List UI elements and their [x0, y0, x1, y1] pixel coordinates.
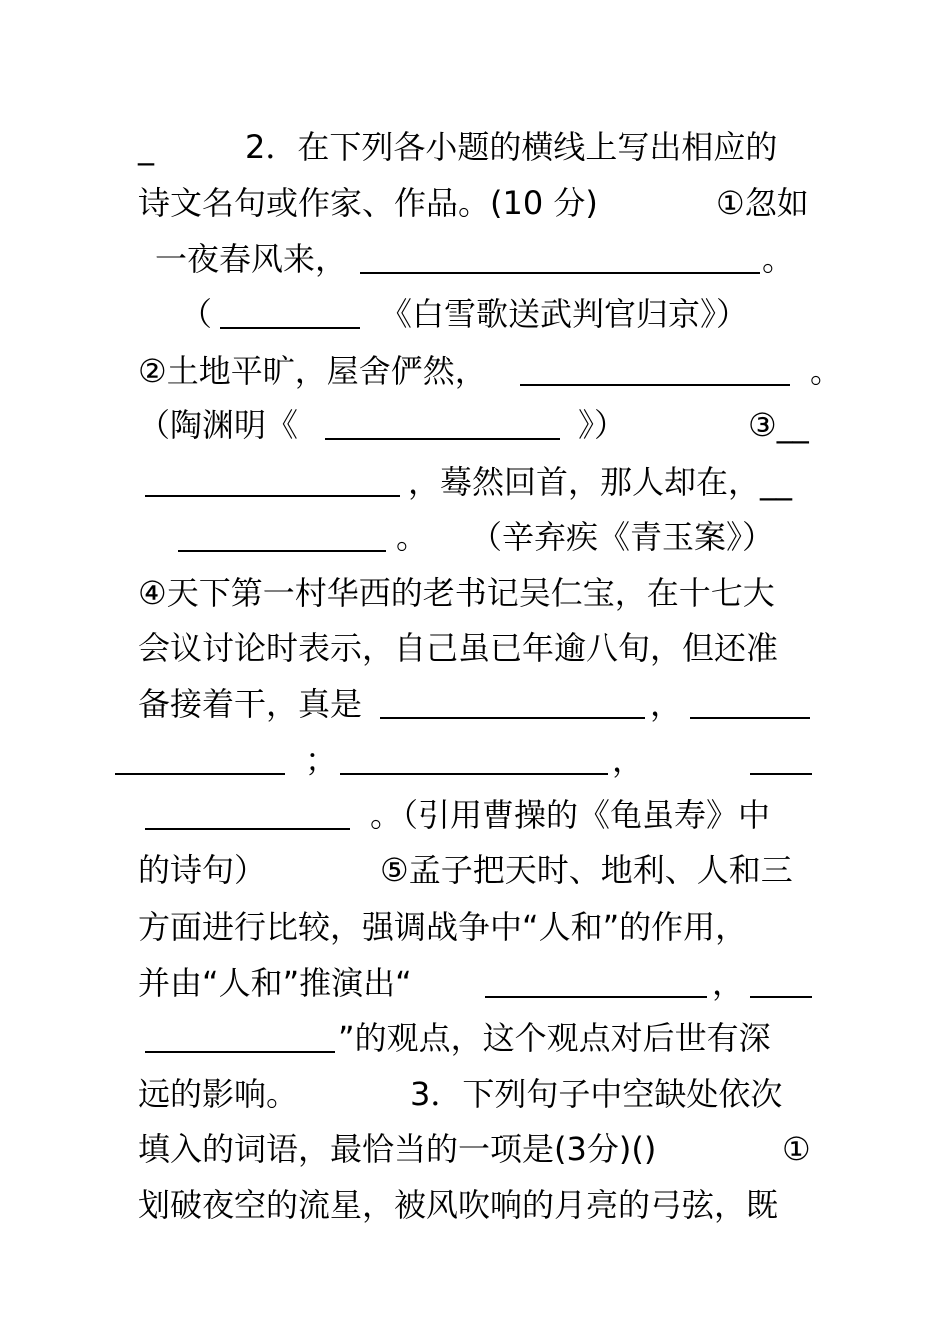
- item-4-source: 。（引用曹操的《龟虽寿》中: [370, 796, 771, 834]
- item-5-text: 并由“人和”推演出“: [138, 964, 412, 1002]
- source-title: （辛弃疾《青玉案》）: [470, 518, 775, 556]
- blank-line[interactable]: [380, 717, 645, 719]
- item-3-text: ，蓦然回首，那人却在，__: [408, 463, 793, 501]
- item-4-line-3: [0, 683, 683, 725]
- blank-line[interactable]: [360, 272, 760, 274]
- comma: ，: [712, 964, 745, 1002]
- item-1-end: 。: [762, 240, 795, 278]
- instruction-text: 诗文名句或作家、作品。(10 分): [138, 184, 598, 222]
- source-title: 《白雪歌送武判官归京》）: [380, 295, 749, 333]
- item-3-line: [0, 461, 793, 503]
- item-5-text: ”的观点，这个观点对后世有深: [338, 1019, 771, 1057]
- item-4-text: ④天下第一村华西的老书记吴仁宝，在十七大: [138, 574, 775, 612]
- item-3-end: 。: [396, 518, 429, 556]
- blank-line[interactable]: [178, 550, 386, 552]
- item-1-start: ①忽如: [716, 184, 809, 222]
- blank-line[interactable]: [145, 828, 350, 830]
- item-1-source: [0, 293, 749, 335]
- question-2-heading: [0, 126, 778, 168]
- item-5-text: 方面进行比较，强调战争中“人和”的作用，: [138, 908, 748, 946]
- item-2-end: 。: [810, 352, 843, 390]
- open-paren: （: [180, 295, 213, 333]
- sentence-1-number: ①: [782, 1130, 811, 1168]
- blank-line[interactable]: [340, 773, 608, 775]
- item-4-text: 备接着干，真是: [138, 685, 363, 723]
- item-4-line-2: [0, 627, 779, 669]
- blank-line[interactable]: [485, 996, 707, 998]
- semicolon: ；: [305, 741, 338, 779]
- item-5-line-4: [0, 1017, 771, 1059]
- item-5-end: 远的影响。: [138, 1075, 299, 1113]
- blank-line[interactable]: [750, 996, 812, 998]
- blank-line[interactable]: [325, 438, 560, 440]
- blank-line[interactable]: [115, 773, 285, 775]
- item-5-line-2: [0, 906, 748, 948]
- question-2-text: 2．在下列各小题的横线上写出相应的: [245, 128, 778, 166]
- question-3-line-2: [0, 1128, 811, 1170]
- blank-line[interactable]: [145, 495, 400, 497]
- question-3-line-1: [0, 1073, 783, 1115]
- item-4-text: 会议讨论时表示，自己虽已年逾八旬，但还准: [138, 629, 779, 667]
- item-4-line-5: [0, 794, 771, 836]
- blank-line[interactable]: [520, 384, 790, 386]
- item-4-line-4: [0, 739, 645, 781]
- item-2-text: ②土地平旷，屋舍俨然，: [138, 352, 487, 390]
- item-2-line: [0, 350, 843, 392]
- item-1-line: [0, 238, 795, 280]
- item-4-source-end: 的诗句）: [138, 851, 267, 889]
- stray-underscore: _: [138, 128, 154, 166]
- question-3-text: 填入的词语，最恰当的一项是(3分)(): [138, 1130, 657, 1168]
- question-3-text: 3．下列句子中空缺处依次: [410, 1075, 783, 1113]
- comma: ，: [650, 685, 683, 723]
- comma: ，: [612, 741, 645, 779]
- item-4-line-1: [0, 572, 775, 614]
- blank-line[interactable]: [220, 327, 360, 329]
- item-5-text: ⑤孟子把天时、地利、人和三: [380, 851, 793, 889]
- item-3-source: [0, 516, 775, 558]
- item-1-text: 一夜春风来，: [155, 240, 348, 278]
- blank-line[interactable]: [750, 773, 812, 775]
- source-author: （陶渊明《: [138, 406, 299, 444]
- sentence-1-text: 划破夜空的流星，被风吹响的月亮的弓弦，既: [138, 1186, 779, 1224]
- blank-line[interactable]: [690, 717, 810, 719]
- item-5-line-3: [0, 962, 745, 1004]
- item-5-line-1: [0, 849, 793, 891]
- item-2-source: [0, 404, 809, 446]
- item-3-start: ③__: [748, 406, 809, 444]
- question-2-instruction: [0, 182, 809, 224]
- blank-line[interactable]: [145, 1051, 335, 1053]
- question-3-line-3: [0, 1184, 779, 1226]
- source-close: 》）: [578, 406, 627, 444]
